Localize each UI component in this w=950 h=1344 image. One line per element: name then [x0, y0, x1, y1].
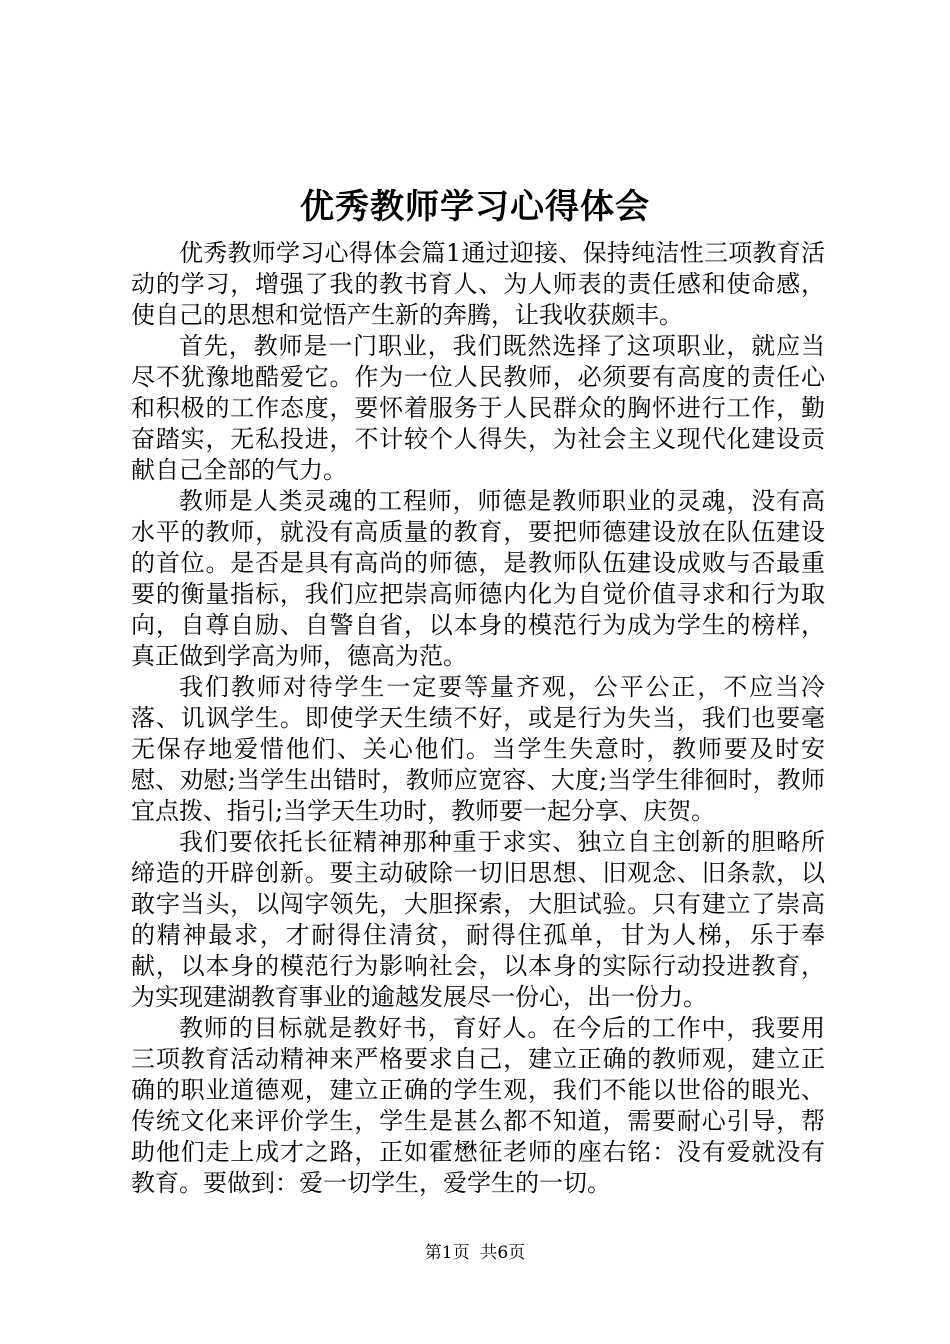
paragraph-6: 教师的目标就是教好书，育好人。在今后的工作中，我要用三项教育活动精神来严格要求自己，建立正确的教师观，建立正确的职业道德观，建立正确的学生观，我们不能以世俗的眼光、传统文化来评价学生，学生是甚么都不知道，需要耐心引导，帮助他们走上成才之路，正如霍懋征老师的座右铭：没有爱就没有教育。要做到：爱一切学生，爱学生的一切。	[131, 1014, 825, 1197]
paragraph-1: 优秀教师学习心得体会篇1通过迎接、保持纯洁性三项教育活动的学习，增强了我的教书育人、为人师表的责任感和使命感，使自己的思想和觉悟产生新的奔腾，让我收获颇丰。	[131, 239, 825, 329]
paragraph-5: 我们要依托长征精神那种重于求实、独立自主创新的胆略所缔造的开辟创新。要主动破除一切旧思想、旧观念、旧条款，以敢字当头，以闯字领先，大胆探索，大胆试验。只有建立了崇高的精神最求，才耐得住清贫，耐得住孤单，甘为人梯，乐于奉献，以本身的模范行为影响社会，以本身的实际行动投进教育，为实现建湖教育事业的逾越发展尽一份心，出一份力。	[131, 828, 825, 1011]
paragraph-2: 首先，教师是一门职业，我们既然选择了这项职业，就应当尽不犹豫地酷爱它。作为一位人民教师，必须要有高度的责任心和积极的工作态度，要怀着服务于人民群众的胸怀进行工作，勤奋踏实，无私投进，不计较个人得失，为社会主义现代化建设贡献自己全部的气力。	[131, 332, 825, 484]
document-body	[131, 238, 825, 1199]
document-title: 优秀教师学习心得体会	[300, 187, 650, 227]
paragraph-3: 教师是人类灵魂的工程师，师德是教师职业的灵魂，没有高水平的教师，就没有高质量的教育，要把师德建设放在队伍建设的首位。是否是具有高尚的师德，是教师队伍建设成败与否最重要的衡量指标，我们应把崇高师德内化为自觉价值寻求和行为取向，自尊自励、自警自省，以本身的模范行为成为学生的榜样，真正做到学高为师，德高为范。	[131, 487, 825, 670]
page-number: 第1页 共6页	[424, 1243, 526, 1263]
page-footer	[0, 1242, 950, 1264]
paragraph-4: 我们教师对待学生一定要等量齐观，公平公正，不应当冷落、讥讽学生。即使学天生绩不好，或是行为失当，我们也要毫无保存地爱惜他们、关心他们。当学生失意时，教师要及时安慰、劝慰;当学生出错时，教师应宽容、大度;当学生徘徊时，教师宜点拨、指引;当学天生功时，教师要一起分享、庆贺。	[131, 673, 825, 825]
